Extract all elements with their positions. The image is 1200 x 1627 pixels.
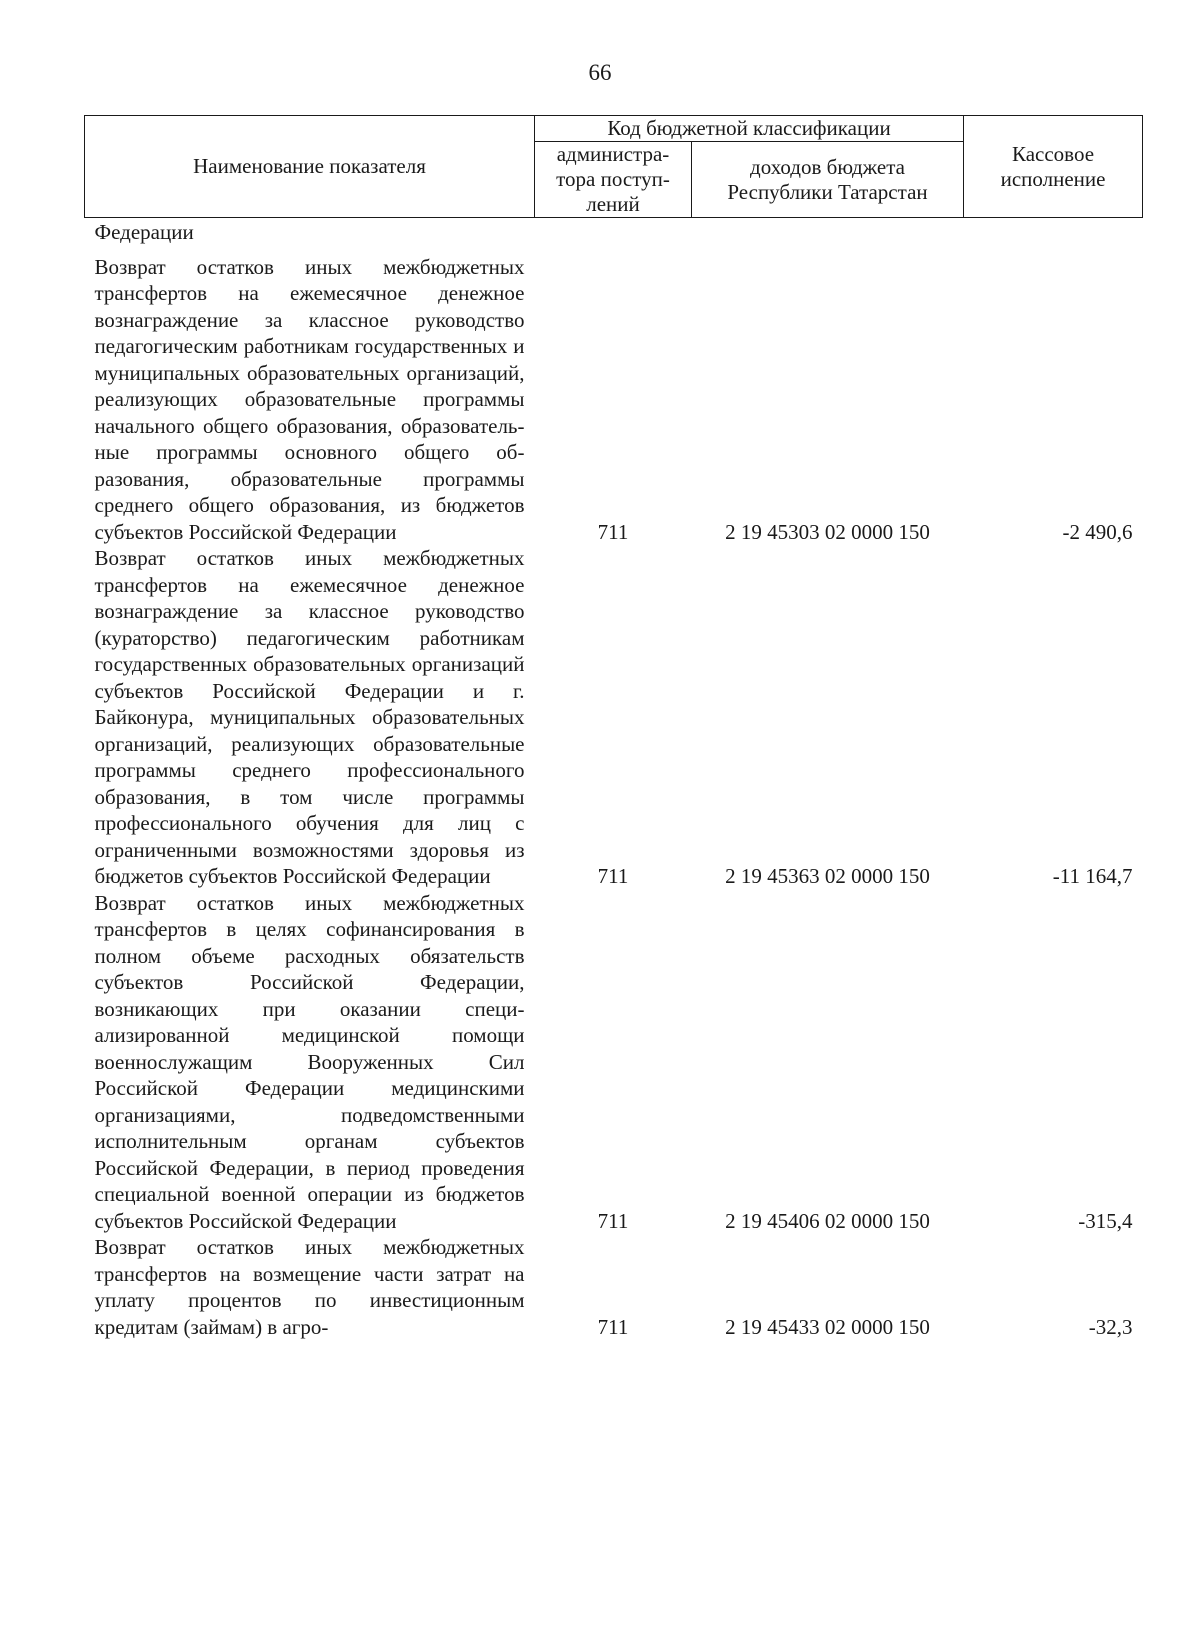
row-name: Федерации <box>94 220 194 244</box>
row-cash: -11 164,7 <box>1052 864 1133 888</box>
row-cash: -2 490,6 <box>1062 519 1133 544</box>
row-admin-code <box>535 218 692 246</box>
row-income-code: 2 19 45363 02 0000 150 <box>725 864 930 888</box>
table-row <box>85 545 1143 890</box>
row-income-code: 2 19 45303 02 0000 150 <box>725 519 930 544</box>
table-row <box>85 254 1143 546</box>
header-admin: администра-тора поступ-лений <box>535 142 692 218</box>
header-income: доходов бюджета Республики Татарстан <box>692 142 964 218</box>
page-number: 66 <box>588 60 612 85</box>
header-name: Наименование показателя <box>85 116 535 218</box>
row-cash: -32,3 <box>1088 1314 1133 1339</box>
row-admin-code: 711 <box>597 1208 629 1233</box>
header-code-group: Код бюджетной классификации <box>535 116 964 142</box>
row-name: Возврат остатков иных межбюджетных трансфертов на ежемесячное денежное вознаграждение за классное руководство (кураторство) педагогическим работникам государственных образовательных организаций субъектов Российской Федерации и г. Байконура, муниципальных образовательных организаций, реализующих образовательные программы среднего профессионального образования, в том числе программы профессионального обучения для лиц с ограниченными возможностями здоровья из бюджетов субъектов Российской Федерации <box>94 546 525 888</box>
row-income-code: 2 19 45433 02 0000 150 <box>725 1314 930 1339</box>
row-income-code <box>692 218 964 246</box>
table-body <box>85 218 1143 1341</box>
header-cash: Кассовое исполнение <box>964 116 1143 218</box>
row-name: Возврат остатков иных межбюджетных трансфертов в целях софинансирования в полном объеме расходных обязательств субъектов Российской Федерации, возникающих при оказании специализированной медицинской помощи военнослужащим Вооруженных Сил Российской Федерации медицинскими организациями, подведомственными исполнительным органам субъектов Российской Федерации, в период проведения специальной военной операции из бюджетов субъектов Российской Федерации <box>94 890 525 1233</box>
row-spacer <box>85 246 1143 254</box>
table-row <box>85 890 1143 1235</box>
row-cash <box>964 218 1143 246</box>
budget-table <box>84 115 1143 1340</box>
row-income-code: 2 19 45406 02 0000 150 <box>725 1208 930 1233</box>
row-name: Возврат остатков иных межбюджетных трансфертов на возмещение части затрат на уплату процентов по инвестиционным кредитам (займам) в агро- <box>94 1235 525 1339</box>
table-row <box>85 218 1143 246</box>
row-admin-code: 711 <box>597 864 629 888</box>
row-name: Возврат остатков иных межбюджетных трансфертов на ежемесячное денежное вознаграждение за классное руководство педагогическим работникам государственных и муниципальных образовательных организаций, реализующих образовательные программы начального общего образования, образовательные программы основного общего образования, образовательные программы среднего общего образования, из бюджетов субъектов Российской Федерации <box>94 254 525 544</box>
row-admin-code: 711 <box>597 519 629 544</box>
row-cash: -315,4 <box>1078 1208 1133 1233</box>
row-admin-code: 711 <box>597 1314 629 1339</box>
table-row <box>85 1234 1143 1340</box>
table-header <box>85 116 1143 218</box>
